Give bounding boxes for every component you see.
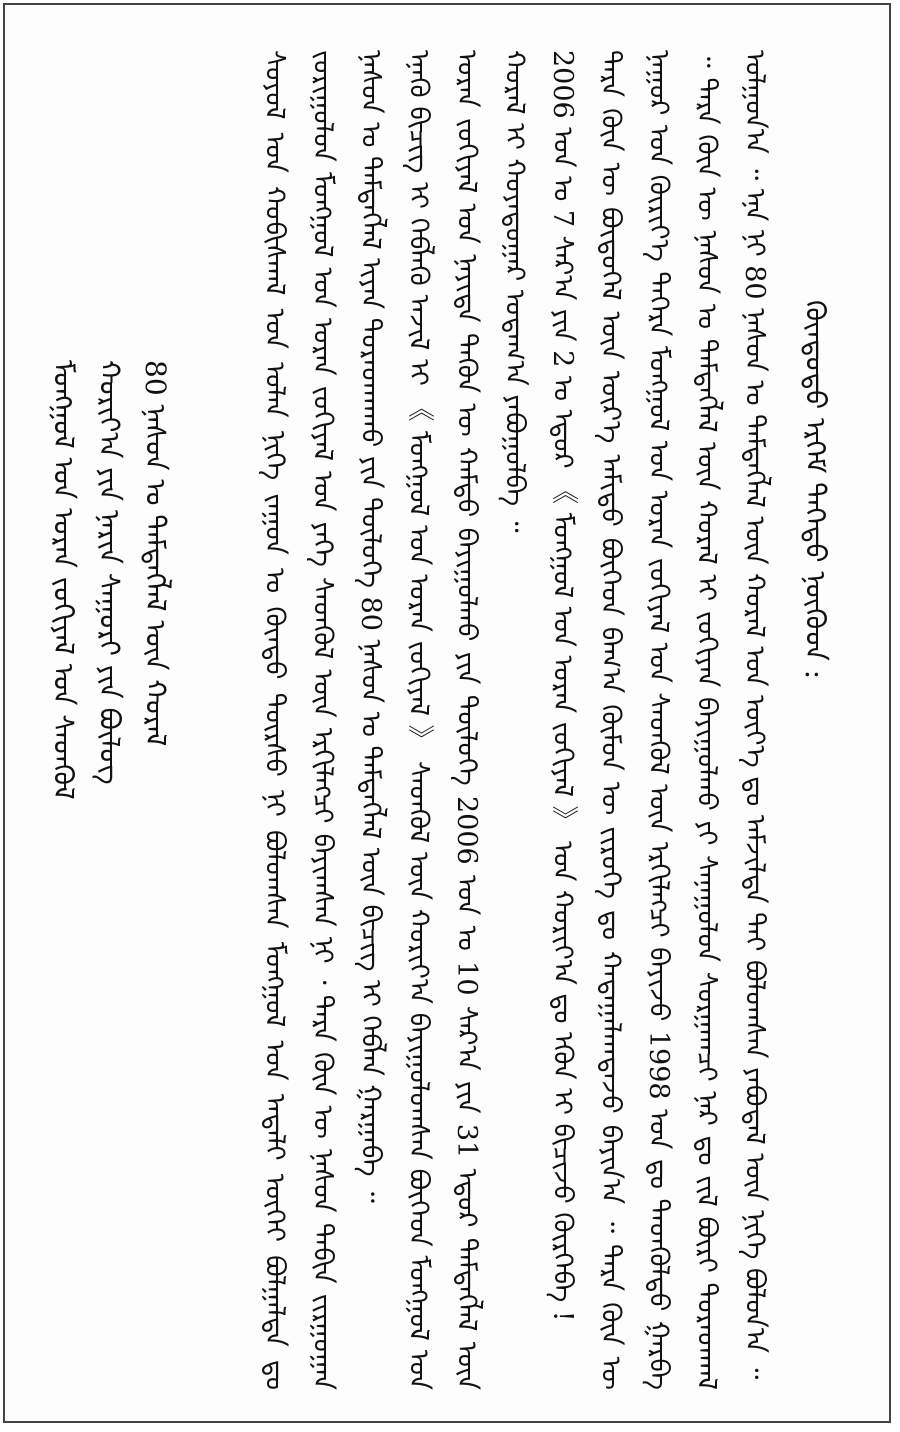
paragraph-intro: ᠰᠣᠶᠣᠯ ᠤᠨ ᠬᠤᠪᠢᠰᠬᠠᠯ ᠤᠨ ᠣᠯᠠᠨ ᠨᠢᠭᠡ ᠵᠠᠭᠤᠨ ᠤ ᠬᠦᠨᠳᠦ ᠳᠦᠷᠰᠦ ᠨᠢ ᠪᠣᠯᠣᠭᠰᠠᠨ ᠮᠣᠩᠭᠣᠯ ᠤᠨ ᠠᠳᠠᠯᠢ ᠦᠭᠡᠢ ᠪᠣᠯᠭᠠᠯᠲᠠ ᠳᠤ ᠵᠣᠷᠢᠭᠤᠯᠤᠨ ᠮᠣᠩᠭᠣᠯ ᠤᠨ ᠤᠷᠠᠨ ᠵᠣᠬᠢᠶᠠᠯ ᠤᠨ ᠶᠡᠬᠡ ᠰᠡᠳᠬᠦᠯ ᠦᠨ ᠡᠷᠬᠢᠯᠡᠭᠴᠢ ᠪᠠᠶᠢᠭᠰᠠᠨ ᠨᠢ ᠂ ᠲᠡᠷᠡ ᠬᠦᠨ ᠦ ᠨᠠᠰᠤᠨ ᠲᠠᠪᠢᠨ ᠵᠢᠷᠭᠤᠭᠠᠨ ᠨᠠᠰᠤᠨ ᠤ ᠲᠡᠮᠳᠡᠭᠯᠡᠯ ᠢᠶᠡᠨ ᠳᠤᠷᠠᠳᠬᠠᠬᠤ ᠶᠢᠨ ᠲᠥᠯᠦᠭᠡ 80 ᠨᠠᠰᠤᠨ ᠤ ᠲᠡᠮᠳᠡᠭᠯᠡᠯ ᠦᠨ ᠪᠢᠴᠢᠭ ᠢ ᠬᠡᠪᠯᠡᠨ ᠭᠠᠷᠭᠠᠪᠠ ᠃	[259, 50, 386, 1390]
signature-line-3: 80 ᠨᠠᠰᠤᠨ ᠤ ᠲᠡᠮᠳᠡᠭᠯᠡᠯ ᠦᠨ ᠬᠤᠷᠠᠯ	[139, 360, 172, 747]
signature-line-1: ᠮᠣᠩᠭᠣᠯ ᠤᠨ ᠤᠷᠠᠨ ᠵᠣᠬᠢᠶᠠᠯ ᠤᠨ ᠰᠡᠳᠬᠦᠯ	[47, 360, 80, 800]
date-line: 2006 ᠣᠨ ᠤ 7 ᠰᠠᠷ᠎ᠠ ᠶᠢᠨ 2 ᠤ ᠡᠳᠦᠷ 《 ᠮᠣᠩᠭᠣᠯ ᠤᠨ ᠤᠷᠠᠨ ᠵᠣᠬᠢᠶᠠᠯ 》 ᠤᠨ ᠬᠣᠷᠢᠶ᠎ᠠ ᠳᠤ ᠡᠭᠦᠨ ᠢ ᠪᠢᠴᠢᠵᠦ ᠬᠦᠷᠭᠡᠪᠡ !	[547, 50, 578, 1322]
paragraph-history: ᠲᠡᠷᠡ ᠬᠦᠨ ᠦ ᠪᠦᠲᠦᠭᠡᠯ ᠦᠨ ᠦᠷ᠎ᠡ ᠠᠮᠢᠳᠤ ᠪᠥᠭᠡᠳ ᠪᠠᠭ᠎ᠠ ᠬᠦᠮᠦᠨ ᠦ ᠵᠢᠷᠦᠬᠡ ᠳᠤ ᠬᠠᠳᠠᠭᠠᠯᠠᠭᠳᠠᠵᠤ ᠪᠠᠶᠢᠨ᠎ᠠ ᠃ ᠲᠡᠷᠡ ᠬᠦᠨ ᠦ ᠨᠠᠭᠤᠷ ᠤᠨ ᠬᠦᠷᠢᠶ᠎ᠡ ᠳᠡᠭᠡᠷᠡ ᠮᠣᠩᠭᠣᠯ ᠤᠨ ᠤᠷᠠᠨ ᠵᠣᠬᠢᠶᠠᠯ ᠤᠨ ᠰᠡᠳᠬᠦᠯ ᠦᠨ ᠡᠷᠬᠢᠯᠡᠭᠴᠢ ᠪᠠᠶᠢᠵᠤ 1998 ᠣᠨ ᠳᠤ ᠲᠡᠳᠭᠦᠯᠳᠦ ᠭᠠᠷᠪᠠ ᠃ ᠲᠡᠷᠡ ᠬᠦᠨ ᠦ ᠨᠠᠰᠤᠨ ᠤ ᠲᠡᠮᠳᠡᠭᠯᠡᠯ ᠦᠨ ᠬᠤᠷᠠᠯ ᠢ ᠵᠣᠬᠢᠶᠠᠨ ᠪᠠᠶᠢᠭᠤᠯᠬᠤ ᠶᠢ ᠰᠠᠨᠠᠭᠤᠯᠤᠨ ᠰᠤᠷᠭᠠᠭᠴᠢ ᠨᠠᠷ ᠳᠤ ᠵᠢᠯ ᠪᠦᠷᠢ ᠳᠤᠷᠠᠳᠬᠠᠯ ᠣᠯᠭᠣᠨ᠎ᠠ ᠃ ᠡᠨᠡ ᠨᠢ 80 ᠨᠠᠰᠤᠨ ᠤ ᠲᠡᠮᠳᠡᠭᠯᠡᠯ ᠦᠨ ᠬᠤᠷᠠᠯ ᠤᠨ ᠦᠶ᠎ᠡ ᠳᠤ ᠠᠮᠵᠢᠯᠲᠠ ᠲᠠᠢ ᠪᠣᠯᠣᠭᠰᠠᠨ ᠶᠠᠪᠤᠳᠠᠯ ᠦᠨ ᠨᠢᠭᠡ ᠪᠣᠯᠤᠨ᠎ᠠ ᠃	[595, 50, 770, 1390]
letter-body	[250, 50, 880, 1390]
paragraph-publication: ᠡᠨᠡᠬᠦ ᠪᠢᠴᠢᠭ ᠢ ᠬᠡᠪᠯᠡᠬᠦ ᠠᠵᠢᠯ ᠢ 《 ᠮᠣᠩᠭᠣᠯ ᠤᠨ ᠤᠷᠠᠨ ᠵᠣᠬᠢᠶᠠᠯ 》 ᠰᠡᠳᠬᠦᠯ ᠦᠨ ᠬᠣᠷᠢᠶ᠎ᠠ ᠪᠠᠶᠢᠭᠤᠯᠤᠭᠰᠠᠨ ᠪᠥᠭᠡᠳ ᠮᠣᠩᠭᠣᠯ ᠤᠨ ᠤᠷᠠᠨ ᠵᠣᠬᠢᠶᠠᠯ ᠤᠨ ᠨᠡᠶᠢᠲᠡ ᠲᠡᠭᠦᠨ ᠦ ᠬᠠᠮᠲᠤ ᠪᠠᠶᠢᠭᠤᠯᠬᠤ ᠶᠢᠨ ᠲᠥᠯᠦᠭᠡ 2006 ᠣᠨ ᠤ 10 ᠰᠠᠷ᠎ᠠ ᠶᠢᠨ 31 ᠡᠳᠦᠷ ᠲᠡᠮᠳᠡᠭᠯᠡᠯ ᠦᠨ ᠬᠤᠷᠠᠯ ᠢ ᠬᠣᠶᠠᠳᠤᠭᠠᠷ ᠤᠳᠠᠭ᠎ᠠ ᠶᠠᠪᠤᠭᠤᠯᠪᠠ ᠃	[403, 50, 530, 1390]
letter-greeting: ᠬᠦᠨᠳᠦᠲᠦ ᠡᠷᠬᠡᠮ ᠳᠡᠭᠡᠳᠦ ᠨᠥᠬᠦᠳ :	[799, 300, 832, 680]
signature-line-2: ᠬᠣᠷᠢᠶ᠎ᠠ ᠶᠢᠨ ᠨᠠᠷᠢᠨ ᠰᠠᠭᠤᠷᠢ ᠶᠢᠨ ᠪᠦᠯᠦᠭ	[93, 360, 126, 785]
signature-block	[40, 360, 180, 830]
